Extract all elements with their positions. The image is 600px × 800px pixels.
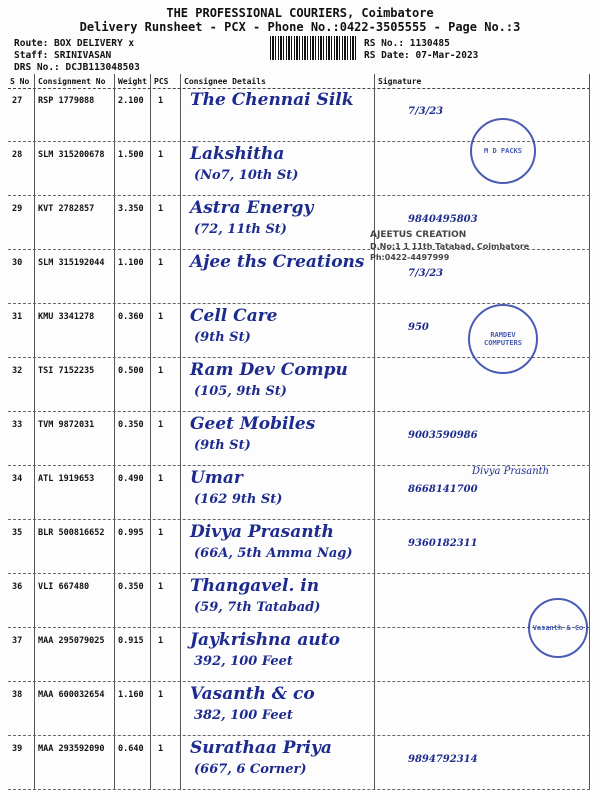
row-consignment: BLR 500816652 (38, 528, 105, 538)
consignee-name: Ram Dev Compu (190, 360, 348, 380)
consignee-address: (667, 6 Corner) (194, 762, 307, 777)
signature: 8668141700 (408, 484, 478, 495)
barcode (270, 36, 356, 60)
row-pcs: 1 (158, 258, 164, 268)
col-consignment: Consignment No (38, 77, 106, 86)
signature: 9840495803 (408, 214, 478, 225)
drs-label: DRS No.: DCJB113048503 (14, 62, 140, 73)
row-pcs: 1 (158, 744, 164, 754)
route-label: Route: BOX DELIVERY x (14, 38, 135, 49)
ramdev-stamp: RAMDEV COMPUTERS (468, 304, 538, 374)
row-pcs: 1 (158, 474, 164, 484)
consignee-name: Ajee ths Creations (190, 252, 365, 272)
row-sno: 39 (12, 744, 23, 754)
staff-label: Staff: SRINIVASAN (14, 50, 112, 61)
consignee-address: (9th St) (194, 330, 251, 345)
consignee-name: Cell Care (190, 306, 278, 326)
row-weight: 0.995 (118, 528, 144, 538)
row-weight: 1.160 (118, 690, 144, 700)
row-consignment: MAA 295079025 (38, 636, 105, 646)
consignee-address: (No7, 10th St) (194, 168, 299, 183)
consignee-address: (72, 11th St) (194, 222, 287, 237)
row-weight: 0.490 (118, 474, 144, 484)
row-sno: 27 (12, 96, 23, 106)
table-row (8, 736, 590, 790)
row-weight: 0.360 (118, 312, 144, 322)
consignee-name: Surathaa Priya (190, 738, 332, 758)
row-pcs: 1 (158, 366, 164, 376)
row-consignment: VLI 667480 (38, 582, 90, 592)
consignee-name: Umar (190, 468, 243, 488)
row-consignment: KVT 2782857 (38, 204, 95, 214)
row-weight: 3.350 (118, 204, 144, 214)
md-packs-stamp: M D PACKS (470, 118, 536, 184)
vasanth-stamp: Vasanth & Co (528, 598, 588, 658)
row-sno: 29 (12, 204, 23, 214)
consignee-name: Thangavel. in (190, 576, 320, 596)
consignee-address: (66A, 5th Amma Nag) (194, 546, 353, 561)
row-weight: 0.915 (118, 636, 144, 646)
row-weight: 1.100 (118, 258, 144, 268)
consignee-name: Divya Prasanth (190, 522, 334, 542)
row-sno: 32 (12, 366, 23, 376)
row-weight: 1.500 (118, 150, 144, 160)
ajeetus-stamp (370, 230, 550, 263)
col-weight: Weight (118, 77, 147, 86)
consignee-name: The Chennai Silk (190, 90, 354, 110)
row-sno: 37 (12, 636, 23, 646)
consignee-address: (162 9th St) (194, 492, 283, 507)
consignee-address: (9th St) (194, 438, 251, 453)
consignee-name: Geet Mobiles (190, 414, 316, 434)
table-row (8, 574, 590, 628)
row-consignment: ATL 1919653 (38, 474, 95, 484)
row-pcs: 1 (158, 528, 164, 538)
row-pcs: 1 (158, 96, 164, 106)
table-row (8, 682, 590, 736)
runsheet-subtitle: Delivery Runsheet - PCX - Phone No.:0422-3505555 - Page No.:3 (79, 20, 521, 34)
consignee-address: (59, 7th Tatabad) (194, 600, 321, 615)
row-pcs: 1 (158, 690, 164, 700)
row-pcs: 1 (158, 312, 164, 322)
row-weight: 0.350 (118, 420, 144, 430)
table-row (8, 520, 590, 574)
row-weight: 0.350 (118, 582, 144, 592)
row-sno: 35 (12, 528, 23, 538)
consignee-address: 392, 100 Feet (194, 654, 293, 669)
row-weight: 0.640 (118, 744, 144, 754)
row-consignment: MAA 600032654 (38, 690, 105, 700)
signature: 7/3/23 (408, 268, 444, 279)
col-sno: S No (10, 77, 30, 86)
table-header (8, 74, 590, 89)
row-consignment: RSP 1779088 (38, 96, 95, 106)
row-weight: 0.500 (118, 366, 144, 376)
row-weight: 2.100 (118, 96, 144, 106)
consignee-name: Vasanth & co (190, 684, 315, 704)
ajeetus-address: D.No:1 1 11th Tatabad, Coimbatore (370, 242, 530, 251)
signature: 950 (408, 322, 429, 333)
row-sno: 31 (12, 312, 23, 322)
rs-date: RS Date: 07-Mar-2023 (364, 50, 479, 61)
row-sno: 38 (12, 690, 23, 700)
row-pcs: 1 (158, 150, 164, 160)
consignee-name: Astra Energy (190, 198, 314, 218)
consignee-name: Jaykrishna auto (190, 630, 340, 650)
row-pcs: 1 (158, 204, 164, 214)
row-sno: 30 (12, 258, 23, 268)
signature: 9003590986 (408, 430, 478, 441)
row-pcs: 1 (158, 636, 164, 646)
divya-stamp-text: Divya Prasanth (472, 466, 550, 477)
row-consignment: SLM 315192044 (38, 258, 105, 268)
col-details: Consignee Details (184, 77, 266, 86)
signature: 7/3/23 (408, 106, 444, 117)
ajeetus-phone: Ph:0422-4497999 (370, 253, 450, 262)
col-pcs: PCS (154, 77, 169, 86)
row-consignment: MAA 293592090 (38, 744, 105, 754)
row-consignment: TSI 7152235 (38, 366, 95, 376)
row-sno: 34 (12, 474, 23, 484)
signature: 9360182311 (408, 538, 478, 549)
consignee-address: (105, 9th St) (194, 384, 287, 399)
ajeetus-name: AJEETUS CREATION (370, 230, 467, 240)
row-consignment: KMU 3341278 (38, 312, 95, 322)
table-row (8, 412, 590, 466)
company-title: THE PROFESSIONAL COURIERS, Coimbatore (166, 6, 434, 20)
row-sno: 36 (12, 582, 23, 592)
signature: 9894792314 (408, 754, 478, 765)
row-consignment: SLM 315200678 (38, 150, 105, 160)
row-consignment: TVM 9872031 (38, 420, 95, 430)
consignee-name: Lakshitha (190, 144, 285, 164)
row-sno: 28 (12, 150, 23, 160)
consignee-address: 382, 100 Feet (194, 708, 293, 723)
row-pcs: 1 (158, 420, 164, 430)
rs-number: RS No.: 1130485 (364, 38, 450, 49)
row-sno: 33 (12, 420, 23, 430)
row-pcs: 1 (158, 582, 164, 592)
table-row (8, 628, 590, 682)
col-signature: Signature (378, 77, 422, 86)
